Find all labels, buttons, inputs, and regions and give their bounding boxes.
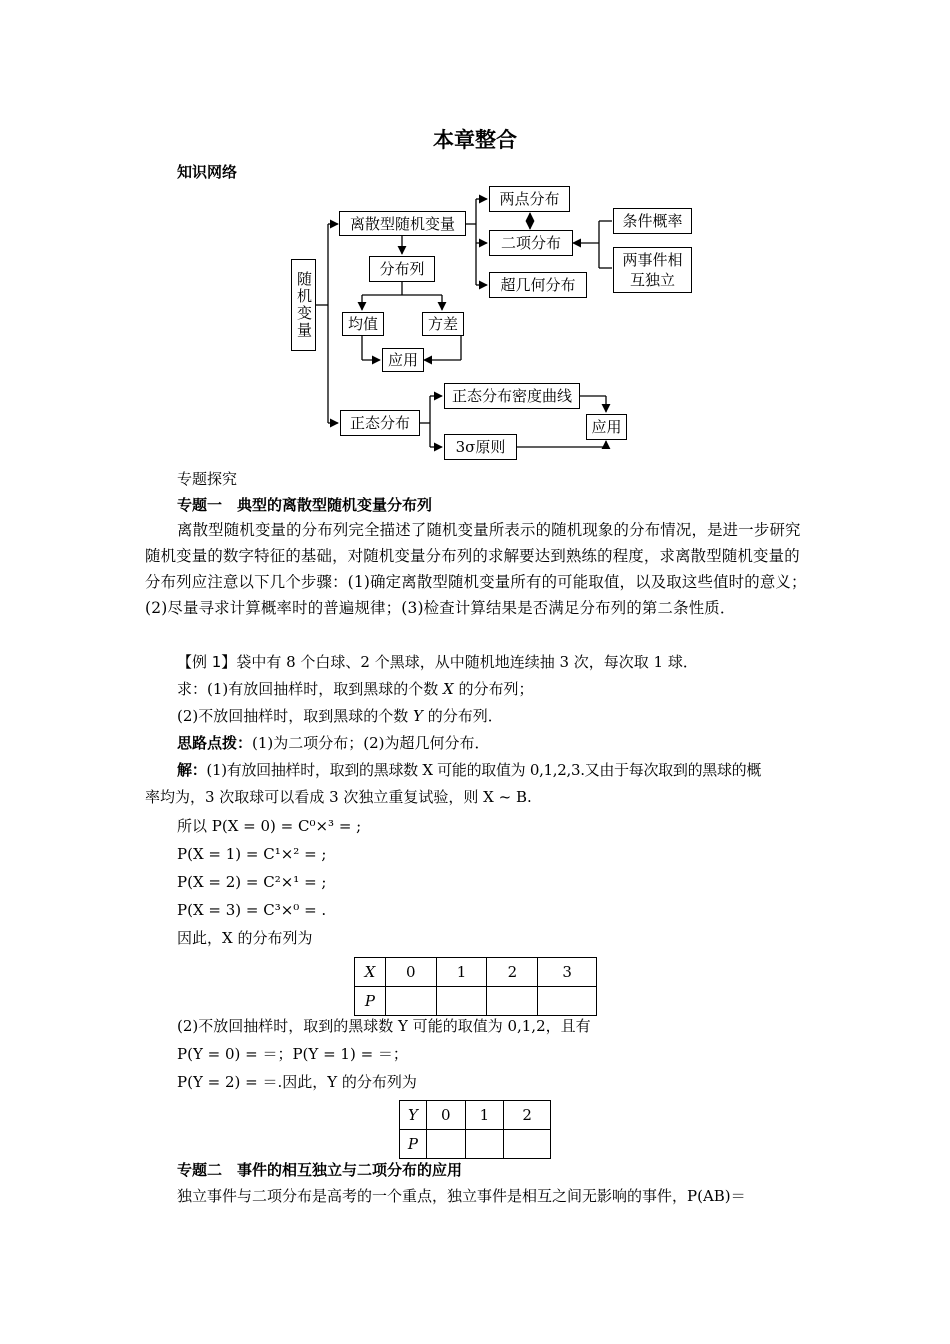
node-independent-events: 两事件相互独立 bbox=[613, 247, 692, 293]
topic1-heading: 专题一 典型的离散型随机变量分布列 bbox=[177, 496, 433, 514]
page-title: 本章整合 bbox=[433, 128, 517, 152]
topic1-paragraph: 离散型随机变量的分布列完全描述了随机变量所表示的随机现象的分布情况，是进一步研究随机变量的数字特征的基础，对随机变量分布列的求解要达到熟练的程度，求离散型随机变量的分布列应注意以下几个步骤：(1)确定离散型随机变量所有的可能取值，以及取这些值时的意义；(2)尽量寻求计算概率时的普遍规律；(3)检查计算结果是否满足分布列的第二条性质． bbox=[145, 521, 807, 617]
x-distribution-caption: 因此，X 的分布列为 bbox=[177, 929, 313, 947]
table-cell: 0 bbox=[385, 958, 436, 987]
table-row bbox=[355, 958, 597, 987]
q1-prefix: 求：(1)有放回抽样时，取到黑球的个数 bbox=[177, 680, 444, 698]
table-cell: 1 bbox=[465, 1101, 504, 1130]
prob-x1: P(X = 1) = C¹×² = ; bbox=[177, 845, 327, 863]
x-distribution-table bbox=[354, 957, 597, 1016]
table-cell: P bbox=[355, 987, 386, 1016]
part2-intro: (2)不放回抽样时，取到的黑球数 Y 可能的取值为 0,1,2，且有 bbox=[177, 1017, 591, 1035]
q2-suffix: 的分布列． bbox=[422, 707, 503, 725]
example1-hint bbox=[177, 732, 490, 754]
node-normal-density-curve: 正态分布密度曲线 bbox=[444, 383, 580, 409]
node-random-variable-label: 随机变量 bbox=[295, 271, 313, 339]
table-cell bbox=[487, 987, 538, 1016]
topic2-heading: 专题二 事件的相互独立与二项分布的应用 bbox=[177, 1161, 463, 1179]
prob-y2: P(Y = 2) = ＝.因此，Y 的分布列为 bbox=[177, 1073, 417, 1091]
node-two-point-distribution: 两点分布 bbox=[489, 186, 570, 212]
table-cell: 3 bbox=[538, 958, 597, 987]
hint-label: 思路点拨： bbox=[177, 734, 253, 752]
solution-line-1 bbox=[177, 759, 761, 781]
node-normal-distribution: 正态分布 bbox=[340, 410, 420, 436]
node-mean: 均值 bbox=[342, 312, 384, 336]
q2-variable: Y bbox=[413, 707, 423, 725]
table-cell: 1 bbox=[436, 958, 487, 987]
table-cell: X bbox=[355, 958, 386, 987]
example1-question1 bbox=[177, 678, 534, 700]
q2-prefix: (2)不放回抽样时，取到黑球的个数 bbox=[177, 707, 414, 725]
example1-stem bbox=[177, 651, 698, 673]
table-row bbox=[355, 987, 597, 1016]
node-binomial-distribution: 二项分布 bbox=[489, 230, 573, 256]
table-cell bbox=[465, 1130, 504, 1159]
solution-line-2: 率均为，3 次取球可以看成 3 次独立重复试验，则 X ~ B. bbox=[145, 788, 532, 806]
example1-text: 袋中有 8 个白球、2 个黑球，从中随机地连续抽 3 次，每次取 1 球． bbox=[236, 653, 698, 671]
section-knowledge-network: 知识网络 bbox=[177, 163, 238, 181]
node-discrete-random-variable: 离散型随机变量 bbox=[339, 211, 466, 236]
section-topic-exploration: 专题探究 bbox=[177, 470, 238, 488]
topic2-paragraph: 独立事件与二项分布是高考的一个重点，独立事件是相互之间无影响的事件，P(AB)＝ bbox=[177, 1187, 746, 1205]
hint-text: (1)为二项分布；(2)为超几何分布． bbox=[252, 734, 490, 752]
node-distribution-list: 分布列 bbox=[369, 256, 435, 282]
node-application-1: 应用 bbox=[382, 348, 424, 372]
table-cell: 0 bbox=[426, 1101, 465, 1130]
table-cell bbox=[538, 987, 597, 1016]
table-cell bbox=[436, 987, 487, 1016]
table-cell: 2 bbox=[487, 958, 538, 987]
prob-y01: P(Y = 0) = ＝；P(Y = 1) = ＝； bbox=[177, 1045, 408, 1063]
table-cell bbox=[426, 1130, 465, 1159]
node-three-sigma-rule: 3σ原则 bbox=[444, 434, 517, 460]
node-application-2: 应用 bbox=[586, 414, 627, 440]
table-cell: P bbox=[400, 1130, 427, 1159]
table-cell bbox=[385, 987, 436, 1016]
solution-text-1: (1)有放回抽样时，取到的黑球数 X 可能的取值为 0,1,2,3.又由于每次取到的黑球的概 bbox=[206, 761, 762, 779]
prob-x3: P(X = 3) = C³×⁰ = . bbox=[177, 901, 327, 919]
example1-question2 bbox=[177, 705, 503, 727]
node-conditional-probability: 条件概率 bbox=[613, 208, 692, 234]
example1-tag: 【例 1】 bbox=[177, 653, 237, 671]
table-cell: 2 bbox=[504, 1101, 551, 1130]
table-row bbox=[400, 1101, 551, 1130]
node-hypergeometric-distribution: 超几何分布 bbox=[489, 272, 587, 298]
prob-x2: P(X = 2) = C²×¹ = ; bbox=[177, 873, 327, 891]
table-cell: Y bbox=[400, 1101, 427, 1130]
prob-x0: 所以 P(X = 0) = C⁰×³ = ; bbox=[177, 817, 362, 835]
solution-label: 解： bbox=[177, 761, 207, 779]
table-cell bbox=[504, 1130, 551, 1159]
q1-variable: X bbox=[443, 680, 454, 698]
table-row bbox=[400, 1130, 551, 1159]
node-variance: 方差 bbox=[422, 312, 464, 336]
y-distribution-table bbox=[399, 1100, 551, 1159]
node-random-variable bbox=[291, 259, 316, 351]
q1-suffix: 的分布列； bbox=[453, 680, 534, 698]
